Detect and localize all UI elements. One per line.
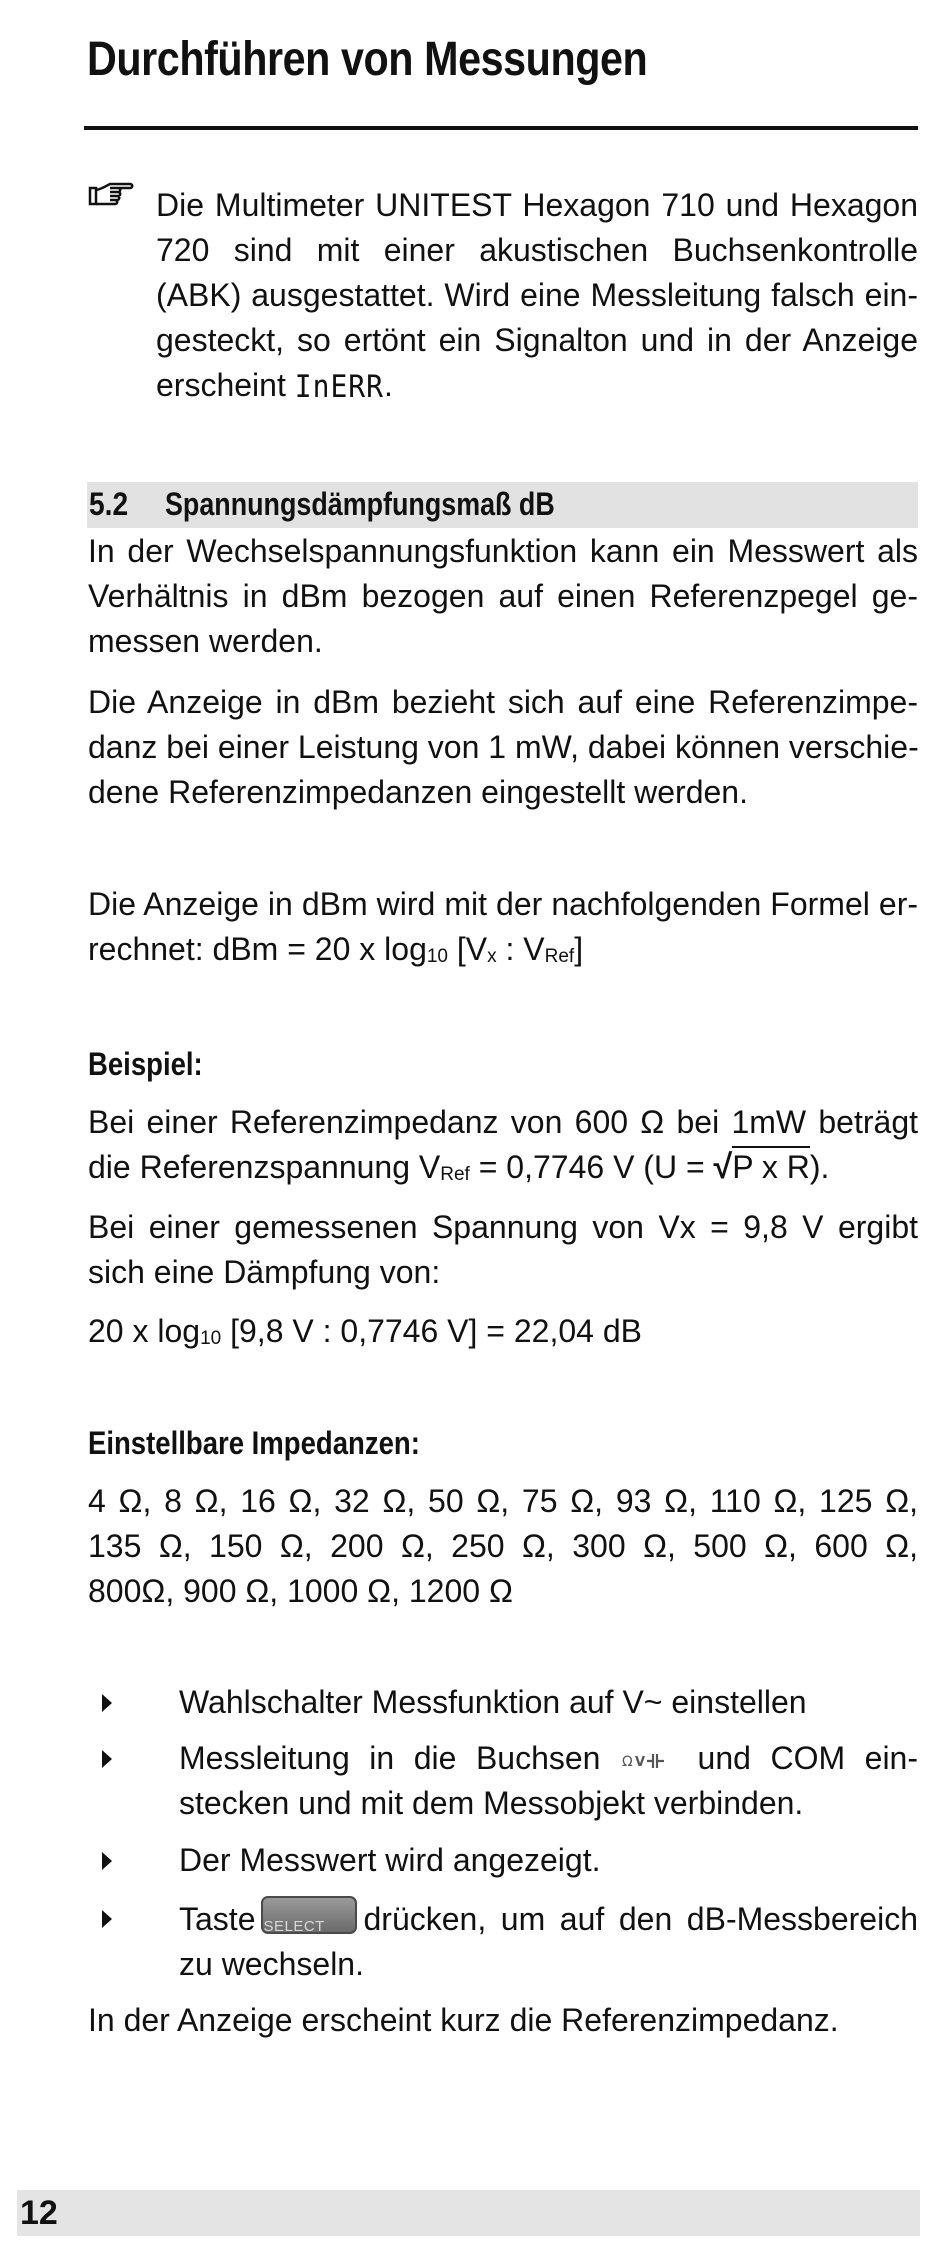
closing-paragraph	[88, 1998, 918, 2043]
text-line	[179, 1736, 918, 1781]
pointing-hand-icon	[88, 178, 136, 210]
paragraph-intro	[88, 529, 918, 664]
text-line: Die Anzeige in dBm wird mit der nachfolgenden Formel er-	[88, 886, 918, 922]
text-line: 135 Ω, 150 Ω, 200 Ω, 250 Ω, 300 Ω, 500 Ω, 600 Ω,	[88, 1528, 918, 1564]
text-line	[156, 363, 918, 409]
text-line: Verhältnis in dBm bezogen auf einen Referenzpegel ge-	[88, 578, 918, 614]
subscript: x	[487, 946, 497, 967]
impedance-heading: Einstellbare Impedanzen:	[88, 1425, 420, 1461]
text-line: 4 Ω, 8 Ω, 16 Ω, 32 Ω, 50 Ω, 75 Ω, 93 Ω, 110 Ω, 125 Ω,	[88, 1483, 918, 1519]
text: [9,8 V : 0,7746 V] = 22,04 dB	[221, 1313, 642, 1349]
step-2	[179, 1736, 918, 1826]
square-root	[714, 1145, 810, 1190]
text: und COM ein-	[697, 1740, 919, 1776]
select-button-icon	[261, 1896, 357, 1934]
footer-bar	[17, 2190, 920, 2236]
text-line: Bei einer Referenzimpedanz von 600 Ω bei 1mW beträgt	[88, 1104, 918, 1140]
bullet-arrow-icon	[102, 1750, 112, 1768]
title-divider	[84, 126, 918, 130]
subscript: Ref	[544, 946, 575, 967]
text-line	[88, 1309, 918, 1361]
lcd-display-text: InERR	[294, 368, 385, 405]
text-line: stecken und mit dem Messobjekt verbinden.	[179, 1785, 804, 1821]
text-line: 720 sind mit einer akustischen Buchsenkontrolle	[156, 232, 918, 268]
page-number: 12	[20, 2194, 58, 2232]
bullet-arrow-icon	[102, 1852, 112, 1870]
example-result	[88, 1309, 918, 1361]
note-paragraph	[156, 183, 918, 409]
text: [V	[448, 931, 488, 967]
svg-text:V: V	[635, 1754, 646, 1770]
text: ]	[574, 931, 584, 967]
text: .	[384, 367, 393, 403]
radical-sign: √	[713, 1148, 733, 1186]
text-line: sich eine Dämpfung von:	[88, 1254, 441, 1290]
text-line	[88, 1145, 918, 1197]
text: die Referenzspannung V	[88, 1149, 441, 1185]
text-line: gesteckt, so ertönt ein Signalton und in der Anzeige	[156, 322, 918, 358]
bullet-arrow-icon	[102, 1910, 112, 1928]
example-heading: Beispiel:	[88, 1046, 203, 1082]
text-line: Wahlschalter Messfunktion auf V~ einstellen	[179, 1684, 807, 1720]
text-line: Die Multimeter UNITEST Hexagon 710 und Hexagon	[156, 187, 918, 223]
text: = 0,7746 V (U =	[469, 1149, 714, 1185]
subscript: 10	[426, 946, 448, 967]
subscript: 10	[200, 1328, 222, 1349]
section-title: Spannungsdämpfungsmaß dB	[165, 486, 555, 522]
text-line: Die Anzeige in dBm bezieht sich auf eine Referenzimpe-	[88, 684, 918, 720]
text-line: Der Messwert wird angezeigt.	[179, 1842, 601, 1878]
step-4	[179, 1896, 918, 1987]
text-line: (ABK) ausgestattet. Wird eine Messleitung falsch ein-	[156, 277, 918, 313]
text: Messleitung in die Buchsen	[179, 1740, 601, 1776]
text-line: In der Wechselspannungsfunktion kann ein Messwert als	[88, 533, 918, 569]
paragraph-formula	[88, 882, 918, 979]
text-line: 800Ω, 900 Ω, 1000 Ω, 1200 Ω	[88, 1573, 513, 1609]
formula-line	[88, 927, 918, 979]
text-line: dene Referenzimpedanzen eingestellt werden.	[88, 774, 748, 810]
text-line: zu wechseln.	[179, 1946, 364, 1982]
text-line: Bei einer gemessenen Spannung von Vx = 9,8 V ergibt	[88, 1209, 918, 1245]
step-1	[179, 1680, 918, 1725]
svg-text:Ω: Ω	[622, 1753, 633, 1770]
text-line: danz bei einer Leistung von 1 mW, dabei können verschie-	[88, 729, 919, 765]
paragraph-reference	[88, 680, 918, 815]
text: : V	[496, 931, 545, 967]
text: 20 x log	[88, 1313, 201, 1349]
text: ).	[809, 1149, 830, 1185]
page-title: Durchführen von Messungen	[87, 33, 648, 86]
section-number: 5.2	[89, 486, 129, 522]
example-paragraph-2	[88, 1205, 918, 1295]
text: rechnet: dBm = 20 x log	[88, 931, 427, 967]
text-line	[179, 1896, 918, 1942]
subscript: Ref	[440, 1164, 470, 1185]
text-line: In der Anzeige erscheint kurz die Referenzimpedanz.	[88, 2002, 839, 2038]
text: erscheint	[156, 367, 295, 403]
ohm-volt-capacitor-port-icon	[620, 1749, 678, 1773]
bullet-arrow-icon	[102, 1694, 112, 1712]
radicand: P x R	[732, 1146, 810, 1185]
step-3	[179, 1838, 918, 1883]
impedance-list	[88, 1479, 918, 1614]
text: drücken, um auf den dB-Messbereich	[363, 1901, 918, 1937]
select-button-label: SELECT	[263, 1918, 325, 1935]
text-line: messen werden.	[88, 623, 323, 659]
example-paragraph-1	[88, 1100, 918, 1197]
text: Taste	[179, 1901, 256, 1937]
